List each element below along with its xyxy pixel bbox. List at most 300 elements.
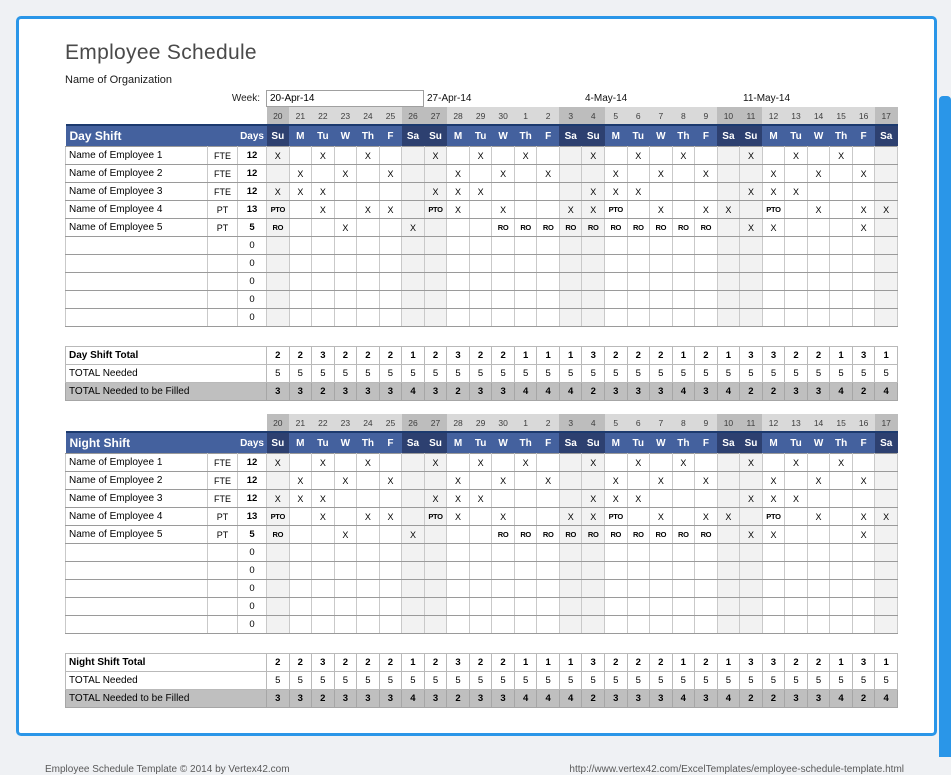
schedule-cell[interactable] <box>830 237 853 255</box>
schedule-cell[interactable] <box>740 255 763 273</box>
schedule-cell[interactable] <box>334 273 357 291</box>
schedule-cell[interactable] <box>514 508 537 526</box>
schedule-cell[interactable] <box>717 309 740 327</box>
schedule-cell[interactable]: X <box>447 183 470 201</box>
schedule-cell[interactable] <box>605 454 628 472</box>
schedule-cell[interactable] <box>762 273 785 291</box>
schedule-cell[interactable] <box>267 255 290 273</box>
schedule-cell[interactable]: X <box>447 490 470 508</box>
schedule-cell[interactable] <box>402 598 425 616</box>
schedule-cell[interactable] <box>537 580 560 598</box>
schedule-cell[interactable] <box>807 544 830 562</box>
schedule-cell[interactable] <box>740 598 763 616</box>
schedule-cell[interactable]: X <box>447 201 470 219</box>
schedule-cell[interactable]: X <box>852 165 875 183</box>
schedule-cell[interactable]: X <box>537 472 560 490</box>
schedule-cell[interactable]: X <box>492 472 515 490</box>
employee-type-cell[interactable] <box>208 562 238 580</box>
schedule-cell[interactable] <box>852 183 875 201</box>
schedule-cell[interactable] <box>312 580 335 598</box>
schedule-cell[interactable] <box>830 508 853 526</box>
schedule-cell[interactable] <box>312 255 335 273</box>
schedule-cell[interactable] <box>289 201 312 219</box>
schedule-cell[interactable] <box>785 309 808 327</box>
schedule-cell[interactable] <box>875 219 898 237</box>
schedule-cell[interactable] <box>447 598 470 616</box>
schedule-cell[interactable] <box>402 255 425 273</box>
schedule-cell[interactable] <box>605 616 628 634</box>
schedule-cell[interactable] <box>785 219 808 237</box>
schedule-cell[interactable] <box>717 273 740 291</box>
schedule-cell[interactable] <box>357 598 380 616</box>
schedule-cell[interactable] <box>695 490 718 508</box>
schedule-cell[interactable] <box>357 616 380 634</box>
schedule-cell[interactable] <box>762 255 785 273</box>
employee-type-cell[interactable] <box>208 580 238 598</box>
schedule-cell[interactable] <box>807 273 830 291</box>
schedule-cell[interactable] <box>492 273 515 291</box>
schedule-cell[interactable] <box>875 309 898 327</box>
schedule-cell[interactable] <box>605 544 628 562</box>
schedule-cell[interactable] <box>469 201 492 219</box>
schedule-cell[interactable]: RO <box>267 219 290 237</box>
schedule-cell[interactable]: X <box>267 490 290 508</box>
employee-type-cell[interactable] <box>208 255 238 273</box>
schedule-cell[interactable] <box>379 616 402 634</box>
schedule-cell[interactable] <box>289 508 312 526</box>
schedule-cell[interactable]: RO <box>627 219 650 237</box>
employee-name-cell[interactable]: Name of Employee 3 <box>66 490 208 508</box>
schedule-cell[interactable]: X <box>762 472 785 490</box>
schedule-cell[interactable] <box>852 237 875 255</box>
schedule-cell[interactable] <box>762 616 785 634</box>
schedule-cell[interactable] <box>289 147 312 165</box>
schedule-cell[interactable] <box>537 237 560 255</box>
schedule-cell[interactable]: X <box>447 472 470 490</box>
schedule-cell[interactable] <box>650 454 673 472</box>
schedule-cell[interactable] <box>559 291 582 309</box>
schedule-cell[interactable] <box>672 201 695 219</box>
schedule-cell[interactable] <box>447 147 470 165</box>
schedule-cell[interactable] <box>785 201 808 219</box>
schedule-cell[interactable] <box>312 273 335 291</box>
schedule-cell[interactable] <box>402 544 425 562</box>
schedule-cell[interactable] <box>559 183 582 201</box>
schedule-cell[interactable] <box>537 147 560 165</box>
schedule-cell[interactable] <box>402 273 425 291</box>
schedule-cell[interactable]: RO <box>537 526 560 544</box>
schedule-cell[interactable]: PTO <box>424 508 447 526</box>
schedule-cell[interactable] <box>357 490 380 508</box>
schedule-cell[interactable] <box>627 237 650 255</box>
schedule-cell[interactable]: X <box>289 183 312 201</box>
schedule-cell[interactable]: X <box>334 526 357 544</box>
schedule-cell[interactable]: RO <box>559 526 582 544</box>
schedule-cell[interactable] <box>402 490 425 508</box>
schedule-cell[interactable] <box>807 147 830 165</box>
schedule-cell[interactable] <box>852 562 875 580</box>
schedule-cell[interactable] <box>695 562 718 580</box>
scrollbar-thumb[interactable] <box>939 96 951 757</box>
schedule-cell[interactable]: X <box>605 183 628 201</box>
schedule-cell[interactable]: X <box>740 454 763 472</box>
schedule-cell[interactable]: X <box>605 165 628 183</box>
schedule-cell[interactable] <box>672 309 695 327</box>
schedule-cell[interactable] <box>559 165 582 183</box>
schedule-cell[interactable]: X <box>379 472 402 490</box>
schedule-cell[interactable] <box>289 562 312 580</box>
schedule-cell[interactable] <box>289 580 312 598</box>
schedule-cell[interactable] <box>289 544 312 562</box>
schedule-cell[interactable] <box>312 598 335 616</box>
schedule-cell[interactable]: X <box>379 165 402 183</box>
schedule-cell[interactable] <box>672 291 695 309</box>
schedule-cell[interactable]: X <box>469 454 492 472</box>
schedule-cell[interactable] <box>492 291 515 309</box>
schedule-cell[interactable] <box>537 544 560 562</box>
schedule-cell[interactable]: RO <box>514 219 537 237</box>
schedule-cell[interactable] <box>492 544 515 562</box>
schedule-cell[interactable] <box>785 580 808 598</box>
schedule-cell[interactable] <box>650 544 673 562</box>
schedule-cell[interactable] <box>357 291 380 309</box>
schedule-cell[interactable] <box>875 273 898 291</box>
schedule-cell[interactable] <box>605 273 628 291</box>
schedule-cell[interactable]: RO <box>492 219 515 237</box>
schedule-cell[interactable] <box>492 147 515 165</box>
schedule-cell[interactable] <box>830 291 853 309</box>
schedule-cell[interactable] <box>289 219 312 237</box>
employee-type-cell[interactable]: FTE <box>208 454 238 472</box>
schedule-cell[interactable]: X <box>695 472 718 490</box>
schedule-cell[interactable] <box>469 526 492 544</box>
schedule-cell[interactable]: X <box>312 508 335 526</box>
schedule-cell[interactable] <box>514 309 537 327</box>
employee-name-cell[interactable]: Name of Employee 1 <box>66 454 208 472</box>
schedule-cell[interactable] <box>875 165 898 183</box>
schedule-cell[interactable] <box>379 490 402 508</box>
schedule-cell[interactable] <box>830 309 853 327</box>
schedule-cell[interactable] <box>334 454 357 472</box>
schedule-cell[interactable] <box>695 255 718 273</box>
schedule-cell[interactable] <box>717 291 740 309</box>
schedule-cell[interactable] <box>605 255 628 273</box>
schedule-cell[interactable]: RO <box>650 219 673 237</box>
schedule-cell[interactable] <box>582 616 605 634</box>
schedule-cell[interactable]: RO <box>514 526 537 544</box>
schedule-cell[interactable] <box>717 598 740 616</box>
schedule-cell[interactable] <box>740 201 763 219</box>
schedule-cell[interactable] <box>582 291 605 309</box>
schedule-cell[interactable]: X <box>627 490 650 508</box>
schedule-cell[interactable] <box>762 580 785 598</box>
schedule-cell[interactable] <box>514 598 537 616</box>
schedule-cell[interactable] <box>469 616 492 634</box>
schedule-cell[interactable] <box>650 291 673 309</box>
schedule-cell[interactable] <box>312 165 335 183</box>
schedule-cell[interactable] <box>852 616 875 634</box>
schedule-cell[interactable] <box>807 598 830 616</box>
employee-name-cell[interactable] <box>66 255 208 273</box>
schedule-cell[interactable] <box>379 273 402 291</box>
schedule-cell[interactable] <box>830 616 853 634</box>
schedule-cell[interactable] <box>875 291 898 309</box>
schedule-cell[interactable] <box>582 472 605 490</box>
employee-type-cell[interactable] <box>208 544 238 562</box>
schedule-cell[interactable] <box>627 580 650 598</box>
schedule-cell[interactable] <box>627 201 650 219</box>
schedule-cell[interactable] <box>402 616 425 634</box>
schedule-cell[interactable] <box>605 291 628 309</box>
schedule-cell[interactable]: X <box>334 472 357 490</box>
schedule-cell[interactable] <box>852 309 875 327</box>
schedule-cell[interactable] <box>447 454 470 472</box>
employee-type-cell[interactable] <box>208 273 238 291</box>
schedule-cell[interactable] <box>807 309 830 327</box>
schedule-cell[interactable] <box>695 291 718 309</box>
schedule-cell[interactable]: X <box>627 454 650 472</box>
schedule-cell[interactable] <box>424 580 447 598</box>
schedule-cell[interactable] <box>514 273 537 291</box>
schedule-cell[interactable] <box>424 237 447 255</box>
employee-type-cell[interactable]: PT <box>208 219 238 237</box>
schedule-cell[interactable] <box>627 255 650 273</box>
schedule-cell[interactable]: X <box>402 526 425 544</box>
schedule-cell[interactable]: RO <box>695 526 718 544</box>
schedule-cell[interactable] <box>875 598 898 616</box>
schedule-cell[interactable] <box>537 273 560 291</box>
schedule-cell[interactable] <box>289 291 312 309</box>
schedule-cell[interactable] <box>469 309 492 327</box>
schedule-cell[interactable] <box>469 219 492 237</box>
schedule-cell[interactable] <box>830 255 853 273</box>
schedule-cell[interactable]: X <box>357 201 380 219</box>
schedule-cell[interactable] <box>762 454 785 472</box>
schedule-cell[interactable] <box>469 291 492 309</box>
schedule-cell[interactable] <box>289 526 312 544</box>
schedule-cell[interactable] <box>357 183 380 201</box>
schedule-cell[interactable]: X <box>762 165 785 183</box>
schedule-cell[interactable]: X <box>852 201 875 219</box>
schedule-cell[interactable]: X <box>424 490 447 508</box>
schedule-cell[interactable]: PTO <box>267 201 290 219</box>
schedule-cell[interactable] <box>379 147 402 165</box>
schedule-cell[interactable]: X <box>514 147 537 165</box>
schedule-cell[interactable] <box>627 309 650 327</box>
employee-name-cell[interactable] <box>66 544 208 562</box>
schedule-cell[interactable] <box>537 598 560 616</box>
schedule-cell[interactable] <box>469 598 492 616</box>
schedule-cell[interactable]: X <box>492 201 515 219</box>
schedule-cell[interactable] <box>559 237 582 255</box>
schedule-cell[interactable] <box>559 147 582 165</box>
schedule-cell[interactable] <box>740 273 763 291</box>
schedule-cell[interactable] <box>514 616 537 634</box>
employee-name-cell[interactable] <box>66 598 208 616</box>
schedule-cell[interactable] <box>492 490 515 508</box>
schedule-cell[interactable]: X <box>267 147 290 165</box>
schedule-cell[interactable]: X <box>740 147 763 165</box>
schedule-cell[interactable]: X <box>650 472 673 490</box>
schedule-cell[interactable] <box>334 291 357 309</box>
schedule-cell[interactable]: X <box>357 508 380 526</box>
schedule-cell[interactable] <box>379 237 402 255</box>
schedule-cell[interactable] <box>357 309 380 327</box>
schedule-cell[interactable]: PTO <box>762 201 785 219</box>
employee-name-cell[interactable]: Name of Employee 5 <box>66 219 208 237</box>
schedule-cell[interactable] <box>717 183 740 201</box>
schedule-cell[interactable] <box>672 490 695 508</box>
schedule-cell[interactable] <box>469 508 492 526</box>
schedule-cell[interactable] <box>650 273 673 291</box>
schedule-cell[interactable]: X <box>357 147 380 165</box>
schedule-cell[interactable] <box>312 472 335 490</box>
schedule-cell[interactable] <box>852 147 875 165</box>
schedule-cell[interactable] <box>785 472 808 490</box>
schedule-cell[interactable]: RO <box>582 526 605 544</box>
schedule-cell[interactable] <box>559 273 582 291</box>
schedule-cell[interactable] <box>627 273 650 291</box>
schedule-cell[interactable] <box>379 291 402 309</box>
schedule-cell[interactable] <box>379 580 402 598</box>
schedule-cell[interactable] <box>424 309 447 327</box>
schedule-cell[interactable] <box>334 508 357 526</box>
schedule-cell[interactable] <box>605 598 628 616</box>
schedule-cell[interactable] <box>334 237 357 255</box>
schedule-cell[interactable] <box>672 183 695 201</box>
employee-name-cell[interactable] <box>66 309 208 327</box>
schedule-cell[interactable] <box>717 544 740 562</box>
schedule-cell[interactable] <box>785 526 808 544</box>
schedule-cell[interactable]: RO <box>672 219 695 237</box>
schedule-cell[interactable] <box>740 562 763 580</box>
schedule-cell[interactable]: X <box>852 219 875 237</box>
employee-name-cell[interactable]: Name of Employee 1 <box>66 147 208 165</box>
schedule-cell[interactable] <box>424 291 447 309</box>
schedule-cell[interactable]: X <box>379 508 402 526</box>
schedule-cell[interactable] <box>424 273 447 291</box>
schedule-cell[interactable] <box>762 237 785 255</box>
schedule-cell[interactable]: X <box>402 219 425 237</box>
schedule-cell[interactable] <box>447 273 470 291</box>
schedule-cell[interactable]: X <box>289 472 312 490</box>
schedule-cell[interactable] <box>537 255 560 273</box>
schedule-cell[interactable] <box>424 562 447 580</box>
employee-name-cell[interactable] <box>66 273 208 291</box>
schedule-cell[interactable] <box>379 562 402 580</box>
schedule-cell[interactable] <box>740 580 763 598</box>
schedule-cell[interactable] <box>672 562 695 580</box>
schedule-cell[interactable]: X <box>875 201 898 219</box>
schedule-cell[interactable] <box>717 472 740 490</box>
schedule-cell[interactable]: X <box>267 183 290 201</box>
footer-url[interactable]: http://www.vertex42.com/ExcelTemplates/employee-schedule-template.html <box>569 764 904 775</box>
schedule-cell[interactable] <box>875 616 898 634</box>
schedule-cell[interactable] <box>717 147 740 165</box>
schedule-cell[interactable]: RO <box>672 526 695 544</box>
schedule-cell[interactable] <box>875 490 898 508</box>
schedule-cell[interactable]: RO <box>650 526 673 544</box>
schedule-cell[interactable] <box>852 490 875 508</box>
employee-type-cell[interactable]: PT <box>208 201 238 219</box>
schedule-cell[interactable] <box>717 562 740 580</box>
schedule-cell[interactable] <box>807 291 830 309</box>
employee-type-cell[interactable]: FTE <box>208 147 238 165</box>
schedule-cell[interactable] <box>267 472 290 490</box>
employee-type-cell[interactable]: PT <box>208 508 238 526</box>
schedule-cell[interactable]: X <box>424 147 447 165</box>
schedule-cell[interactable]: X <box>807 201 830 219</box>
schedule-cell[interactable] <box>537 201 560 219</box>
schedule-cell[interactable] <box>695 147 718 165</box>
schedule-cell[interactable] <box>740 165 763 183</box>
schedule-cell[interactable] <box>402 562 425 580</box>
schedule-cell[interactable]: RO <box>492 526 515 544</box>
schedule-cell[interactable] <box>469 472 492 490</box>
schedule-cell[interactable] <box>447 309 470 327</box>
schedule-cell[interactable] <box>695 273 718 291</box>
schedule-cell[interactable] <box>514 490 537 508</box>
schedule-cell[interactable] <box>852 598 875 616</box>
schedule-cell[interactable] <box>379 544 402 562</box>
schedule-cell[interactable] <box>717 237 740 255</box>
schedule-cell[interactable] <box>830 598 853 616</box>
employee-name-cell[interactable]: Name of Employee 2 <box>66 472 208 490</box>
schedule-cell[interactable]: X <box>312 183 335 201</box>
schedule-cell[interactable] <box>514 544 537 562</box>
schedule-cell[interactable] <box>627 165 650 183</box>
schedule-cell[interactable] <box>650 237 673 255</box>
schedule-cell[interactable] <box>424 544 447 562</box>
schedule-cell[interactable] <box>469 544 492 562</box>
schedule-cell[interactable] <box>492 255 515 273</box>
schedule-cell[interactable] <box>695 183 718 201</box>
schedule-cell[interactable]: X <box>650 508 673 526</box>
employee-type-cell[interactable]: FTE <box>208 165 238 183</box>
schedule-cell[interactable] <box>695 309 718 327</box>
schedule-cell[interactable]: X <box>650 165 673 183</box>
week-start-date-input[interactable]: 20-Apr-14 <box>266 90 424 107</box>
schedule-cell[interactable] <box>807 562 830 580</box>
schedule-cell[interactable] <box>492 454 515 472</box>
schedule-cell[interactable] <box>267 580 290 598</box>
schedule-cell[interactable] <box>762 147 785 165</box>
schedule-cell[interactable] <box>402 147 425 165</box>
schedule-cell[interactable]: X <box>852 526 875 544</box>
schedule-cell[interactable] <box>830 562 853 580</box>
schedule-cell[interactable]: X <box>695 508 718 526</box>
schedule-cell[interactable] <box>807 183 830 201</box>
schedule-cell[interactable]: RO <box>605 219 628 237</box>
schedule-cell[interactable] <box>402 309 425 327</box>
schedule-cell[interactable] <box>627 544 650 562</box>
schedule-cell[interactable] <box>807 454 830 472</box>
schedule-cell[interactable] <box>762 562 785 580</box>
schedule-cell[interactable] <box>785 508 808 526</box>
employee-type-cell[interactable]: FTE <box>208 183 238 201</box>
schedule-cell[interactable] <box>582 309 605 327</box>
schedule-cell[interactable]: PTO <box>605 201 628 219</box>
schedule-cell[interactable] <box>334 598 357 616</box>
schedule-cell[interactable] <box>582 165 605 183</box>
schedule-cell[interactable] <box>334 544 357 562</box>
schedule-cell[interactable] <box>717 616 740 634</box>
schedule-cell[interactable] <box>424 255 447 273</box>
schedule-cell[interactable]: X <box>852 472 875 490</box>
schedule-cell[interactable] <box>717 255 740 273</box>
schedule-cell[interactable]: X <box>740 183 763 201</box>
schedule-cell[interactable]: X <box>492 165 515 183</box>
